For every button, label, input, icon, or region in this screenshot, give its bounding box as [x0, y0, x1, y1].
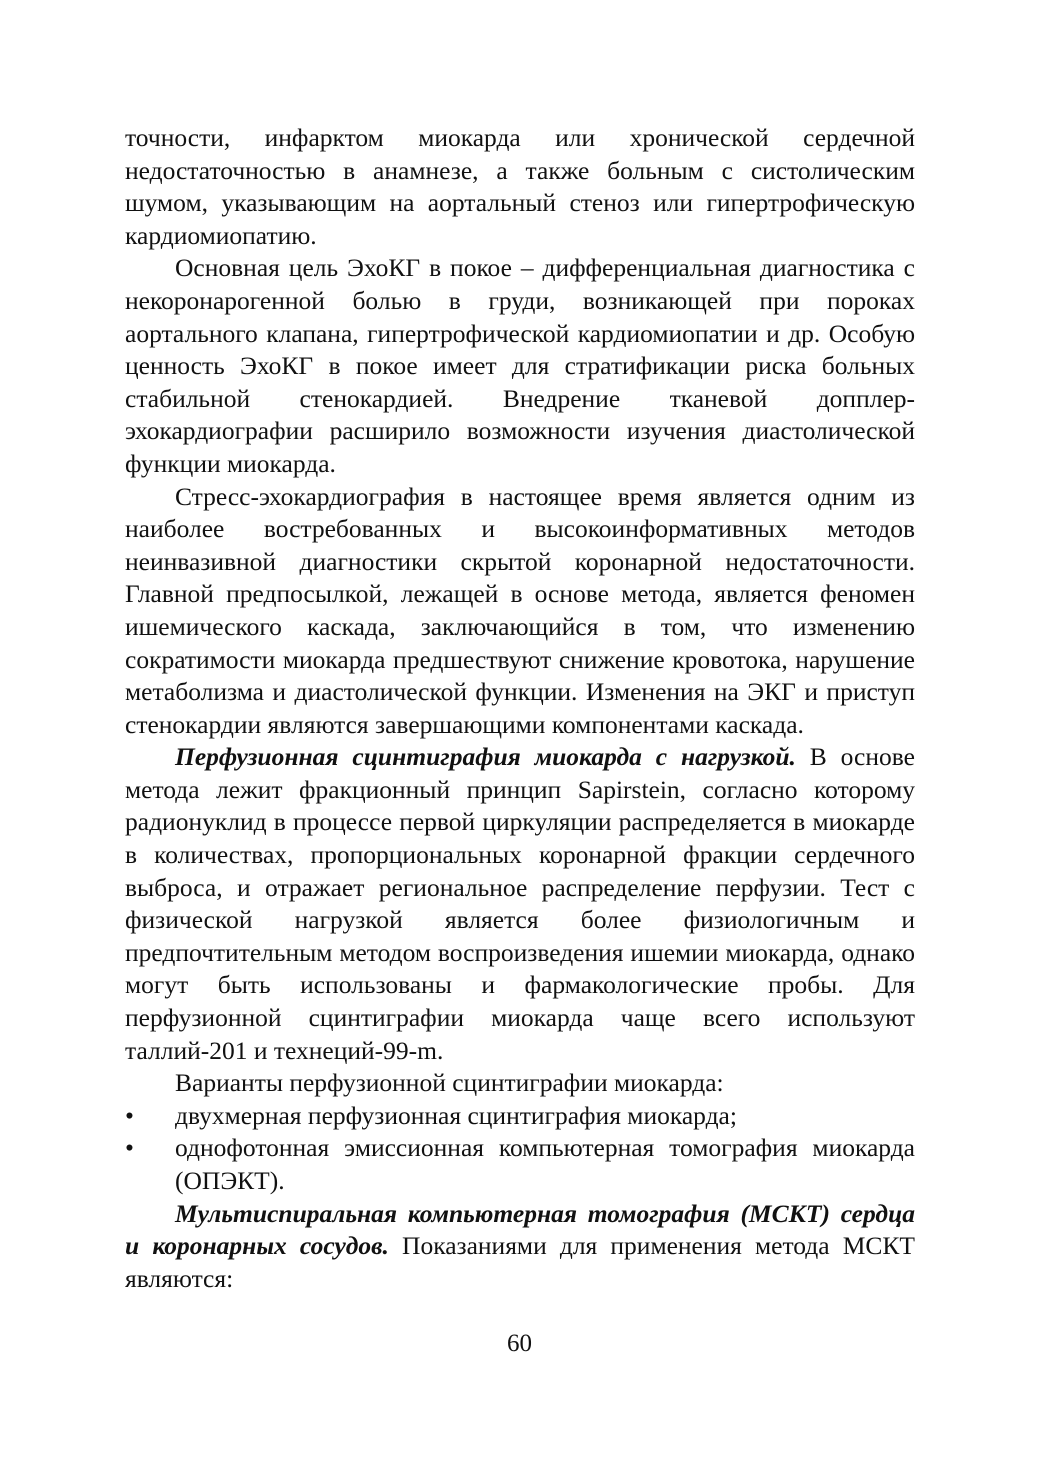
paragraph-variants-intro: Варианты перфузионной сцинтиграфии миокарда: — [175, 1068, 724, 1098]
paragraph-echo-rest: Основная цель ЭхоКГ в покое – дифференциальная диагностика с некоронарогенной болью в груди, возникающей при пороках аортального клапана, гипертрофической кардиомиопатии и др. Особую ценность ЭхоКГ в покое имеет для стратификации риска больных стабильной стенокардией. Внедрение тканевой допплер-эхокардиографии расширило возможности изучения диастолической функции миокарда. — [125, 253, 915, 478]
paragraph-stress-echo: Стресс-эхокардиография в настоящее время является одним из наиболее востребованных и высокоинформативных методов неинвазивной диагностики скрытой коронарной недостаточности. Главной предпосылкой, лежащей в основе метода, является феномен ишемического каскада, заключающийся в том, что изменению сократимости миокарда предшествуют снижение кровотока, нарушение метаболизма и диастолической функции. Изменения на ЭКГ и приступ стенокардии являются завершающими компонентами каскада. — [125, 481, 915, 739]
variants-list — [125, 1100, 915, 1198]
bullet-icon: • — [125, 1133, 134, 1163]
perfusion-scintigraphy-heading: Перфузионная сцинтиграфия миокарда с нагрузкой. — [175, 742, 796, 772]
perfusion-scintigraphy-text: В основе метода лежит фракционный принцип Sapirstein, согласно которому радионуклид в процессе первой циркуляции распределяется в миокарде в количествах, пропорциональных коронарной фракции сердечного выброса, и отражает региональное распределение перфузии. Тест с физической нагрузкой является более физиологичным и предпочтительным методом воспроизведения ишемии миокарда, однако могут быть использованы и фармакологические пробы. Для перфузионной сцинтиграфии миокарда чаще всего используют таллий-201 и технеций-99-m. — [125, 742, 915, 1065]
paragraph-perfusion-scintigraphy — [125, 741, 915, 1067]
bullet-icon: • — [125, 1100, 134, 1130]
page-body — [125, 122, 915, 1295]
list-item-text: двухмерная перфузионная сцинтиграфия миокарда; — [175, 1100, 737, 1130]
list-item — [125, 1132, 915, 1197]
msct-text: Показаниями для применения метода МСКТ являются: — [125, 1231, 915, 1293]
paragraph-msct — [125, 1198, 915, 1296]
paragraph-continuation: точности, инфарктом миокарда или хронической сердечной недостаточностью в анамнезе, а также больным с систолическим шумом, указывающим на аортальный стеноз или гипертрофическую кардиомиопатию. — [125, 123, 915, 250]
msct-heading: Мультиспиральная компьютерная томография (МСКТ) сердца и коронарных сосудов. — [125, 1198, 915, 1261]
page-number: 60 — [507, 1330, 532, 1357]
list-item-text: однофотонная эмиссионная компьютерная томография миокарда (ОПЭКТ). — [175, 1133, 915, 1195]
list-item — [125, 1100, 915, 1133]
